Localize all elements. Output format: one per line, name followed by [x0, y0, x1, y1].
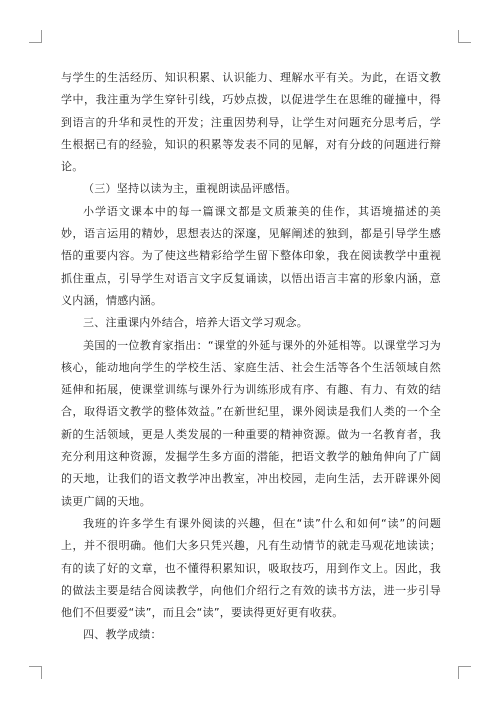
paragraph-extracurricular: 美国的一位教育家指出：“课堂的外延与课外的外延相等。以课堂学习为核心，能动地向学生的学校生活、家庭生活、社会生活等各个生活领域自然延伸和拓展，使课堂训练与课外行为训练形成有序、有趣、有力、有效的结合，取得语文教学的整体效益。”在新世纪里，课外阅读是我们人类的一个全新的生活领域，更是人类发展的一种重要的精神资源。做为一名教育者，我充分利用这种资源，发掘学生多方面的潜能，把语文教学的触角伸向了广阔的天地，让我们的语文教学冲出教室，冲出校园，走向生活，去开辟课外阅读更广阔的天地。	[61, 338, 441, 508]
paragraph-continuation: 与学生的生活经历、知识积累、认识能力、理解水平有关。为此，在语文教学中，我注重为学生穿针引线，巧妙点拨，以促进学生在思维的碰撞中，得到语言的升华和灵性的开发；注重因势利导，让学生对问题充分思考后，学生根据已有的经验，知识的积累等发表不同的见解，对有分歧的问题进行辩论。	[61, 71, 441, 174]
section-heading-reading: （三）坚持以读为主，重视朗读品评感悟。	[83, 182, 297, 196]
paragraph-reading-habits: 我班的许多学生有课外阅读的兴趣，但在“读”什么和如何“读”的问题上，并不很明确。他们大多只凭兴趣，凡有生动情节的就走马观花地读读；有的读了好的文章，也不懂得积累知识，吸取技巧，用到作文上。因此，我的做法主要是结合阅读教学，向他们介绍行之有效的读书方法，进一步引导他们不但要爱“读”，而且会“读”，要读得更好更有收获。	[61, 516, 441, 620]
document-body	[61, 67, 441, 647]
crop-mark-top-right	[458, 30, 471, 43]
crop-mark-bottom-left	[29, 666, 42, 679]
crop-mark-bottom-right	[458, 666, 471, 679]
crop-mark-top-left	[29, 30, 42, 43]
paragraph-reading: 小学语文课本中的每一篇课文都是文质兼美的佳作，其语境描述的美妙，语言运用的精妙，思想表达的深邃，见解阐述的独到，都是引导学生感悟的重要内容。为了使这些精彩给学生留下整体印象，我在阅读教学中重视抓住重点，引导学生对语言文字反复诵读，以悟出语言丰富的形象内涵，意义内涵，情感内涵。	[61, 204, 441, 307]
section-heading-results: 四、教学成绩：	[83, 628, 162, 642]
section-heading-extracurricular: 三、注重课内外结合，培养大语文学习观念。	[83, 316, 308, 330]
